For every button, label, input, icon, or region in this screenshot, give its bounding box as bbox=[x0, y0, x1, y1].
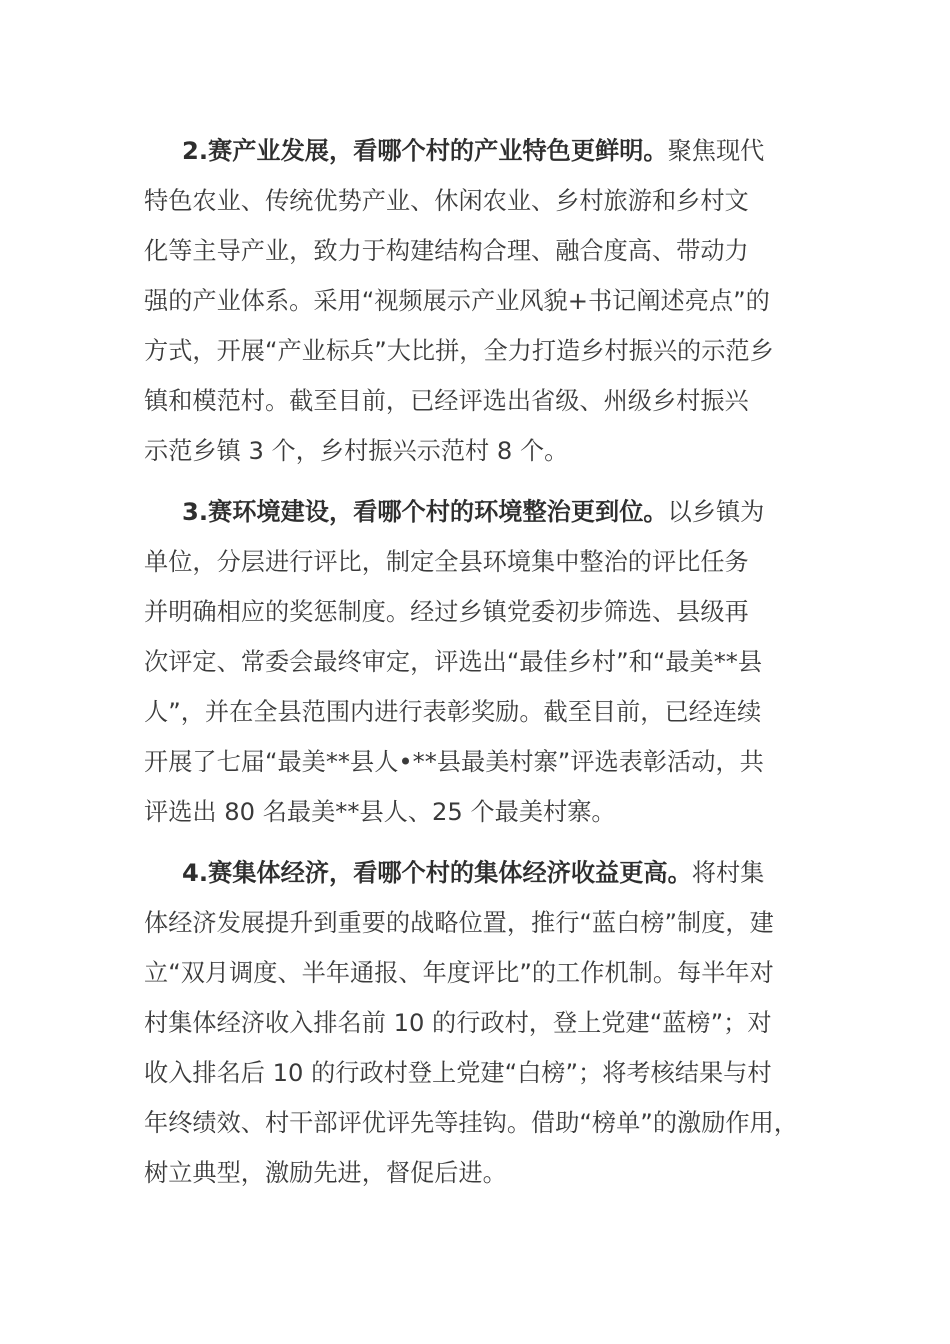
paragraph-heading: 4.赛集体经济，看哪个村的集体经济收益更高。 bbox=[182, 859, 692, 887]
paragraph-text: 聚焦现代 bbox=[667, 137, 765, 165]
paragraph-line: 收入排名后 10 的行政村登上党建“白榜”；将考核结果与村 bbox=[144, 1059, 772, 1087]
paragraph-line: 强的产业体系。采用“视频展示产业风貌+书记阐述亮点”的 bbox=[144, 287, 770, 315]
paragraph-line: 特色农业、传统优势产业、休闲农业、乡村旅游和乡村文 bbox=[144, 187, 749, 215]
paragraph-first-line bbox=[144, 848, 812, 898]
paragraph-heading: 2.赛产业发展，看哪个村的产业特色更鲜明。 bbox=[182, 137, 668, 165]
paragraph-line: 立“双月调度、半年通报、年度评比”的工作机制。每半年对 bbox=[144, 959, 774, 987]
paragraph-line: 次评定、常委会最终审定，评选出“最佳乡村”和“最美**县 bbox=[144, 648, 763, 676]
paragraph-industry bbox=[144, 126, 812, 476]
paragraph-line: 树立典型，激励先进，督促后进。 bbox=[144, 1159, 507, 1187]
paragraph-line: 村集体经济收入排名前 10 的行政村，登上党建“蓝榜”；对 bbox=[144, 1009, 772, 1037]
paragraph-line: 单位，分层进行评比，制定全县环境集中整治的评比任务 bbox=[144, 548, 749, 576]
paragraph-line: 开展了七届“最美**县人•**县最美村寨”评选表彰活动，共 bbox=[144, 748, 764, 776]
paragraph-line: 评选出 80 名最美**县人、25 个最美村寨。 bbox=[144, 798, 616, 826]
paragraph-line: 化等主导产业，致力于构建结构合理、融合度高、带动力 bbox=[144, 237, 749, 265]
paragraph-line: 年终绩效、村干部评优评先等挂钩。借助“榜单”的激励作用， bbox=[144, 1109, 798, 1137]
document-body bbox=[144, 126, 812, 1209]
paragraph-line: 镇和模范村。截至目前，已经评选出省级、州级乡村振兴 bbox=[144, 387, 749, 415]
paragraph-first-line bbox=[144, 487, 812, 537]
paragraph-line: 并明确相应的奖惩制度。经过乡镇党委初步筛选、县级再 bbox=[144, 598, 749, 626]
paragraph-text: 将村集 bbox=[691, 859, 765, 887]
paragraph-collective-economy bbox=[144, 848, 812, 1198]
paragraph-text: 以乡镇为 bbox=[667, 498, 765, 526]
paragraph-line: 示范乡镇 3 个，乡村振兴示范村 8 个。 bbox=[144, 437, 569, 465]
paragraph-first-line bbox=[144, 126, 812, 176]
paragraph-heading: 3.赛环境建设，看哪个村的环境整治更到位。 bbox=[182, 498, 668, 526]
paragraph-line: 人”，并在全县范围内进行表彰奖励。截至目前，已经连续 bbox=[144, 698, 762, 726]
paragraph-line: 体经济发展提升到重要的战略位置，推行“蓝白榜”制度，建 bbox=[144, 909, 774, 937]
paragraph-line: 方式，开展“产业标兵”大比拼，全力打造乡村振兴的示范乡 bbox=[144, 337, 774, 365]
paragraph-environment bbox=[144, 487, 812, 837]
